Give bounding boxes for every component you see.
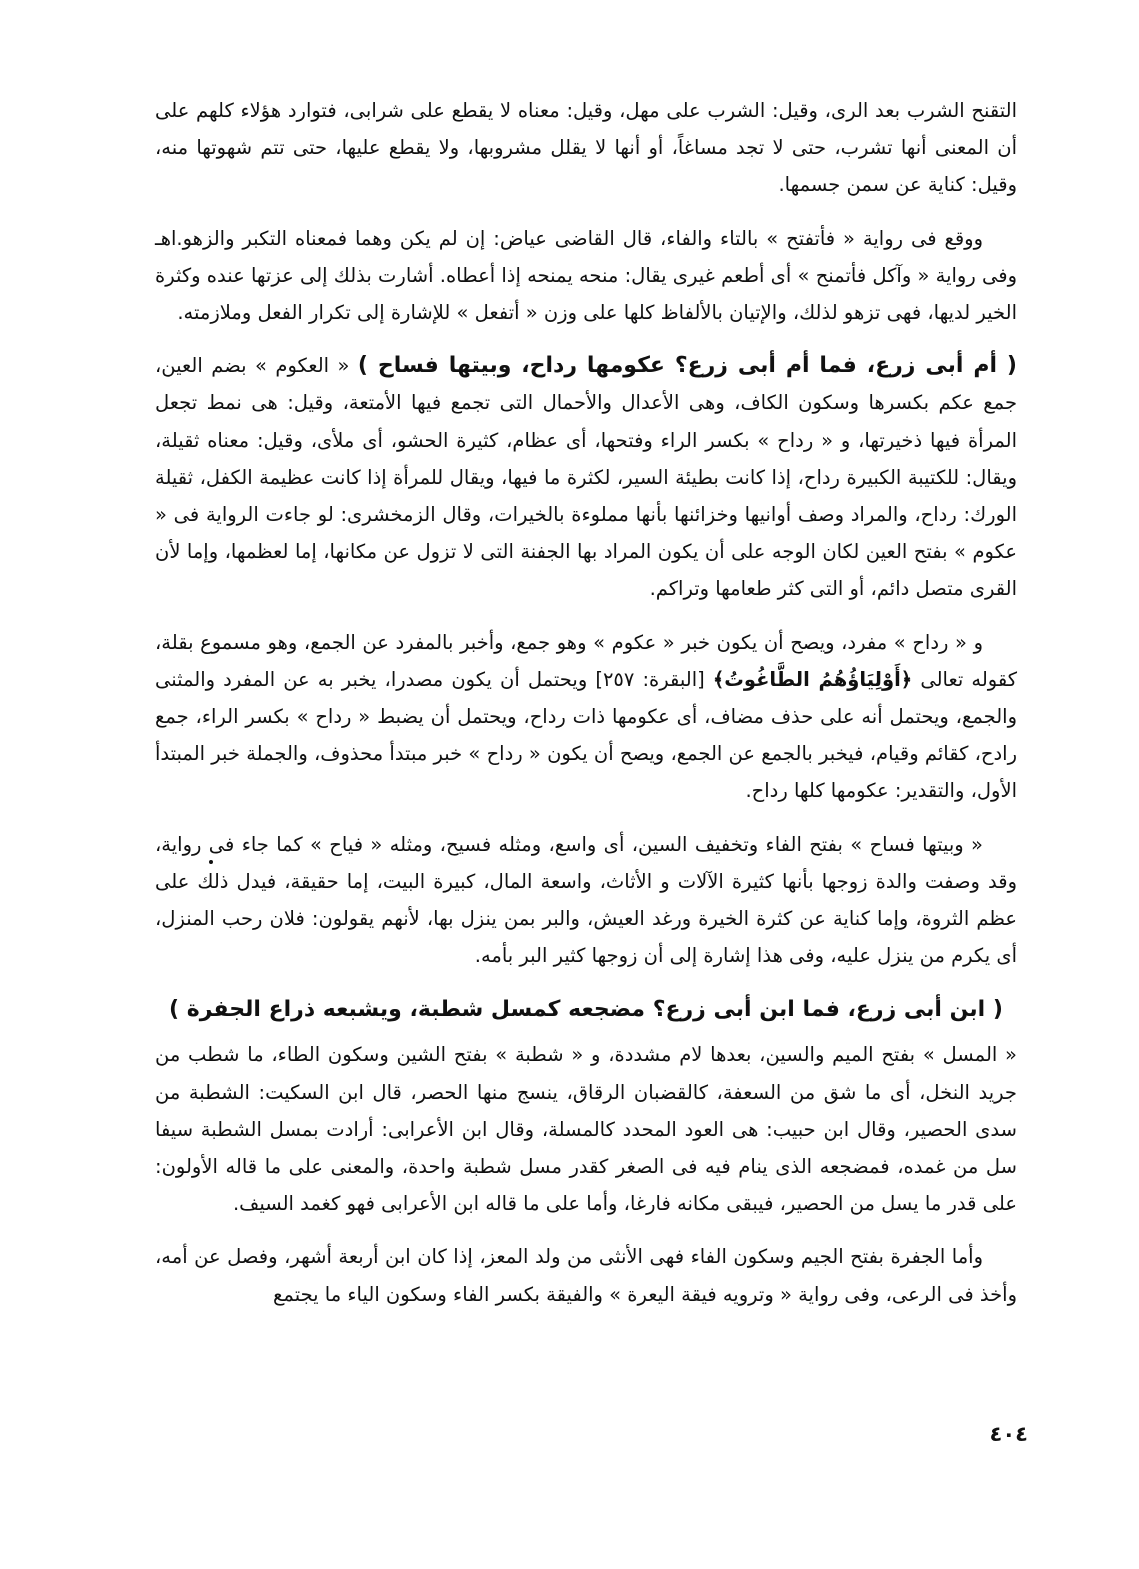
paragraph-7 (155, 1238, 1017, 1312)
quran-verse: ﴿أَوْلِيَاؤُهُمُ الطَّاغُوتُ﴾ (712, 667, 913, 691)
paragraph-2-text: ووقع فى رواية « فأتفتح » بالتاء والفاء، قال القاضى عياض: إن لم يكن وهما فمعناه التكبر والزهو.اهـ وفى رواية « وآكل فأتمنح » أى أطعم غيرى يقال: منحه يمنحه إذا أعطاه. أشارت بذلك إلى عزتها عنده وكثرة الخير لديها، فهى تزهو لذلك، والإتيان بالألفاظ كلها على وزن « أتفعل » للإشارة إلى تكرار الفعل وملازمته. (155, 226, 1017, 325)
paragraph-3-text: « العكوم » بضم العين، جمع عكم بكسرها وسكون الكاف، وهى الأعدال والأحمال التى تجمع فيها الأمتعة، وقيل: هى نمط تجعل المرأة فيها ذخيرتها، و « رداح » بكسر الراء وفتحها، أى عظام، كثيرة الحشو، أى ملأى، وقيل: معناه ثقيلة، ويقال: للكتيبة الكبيرة رداح، إذا كانت بطيئة السير، لكثرة ما فيها، ويقال للمرأة إذا كانت عظيمة الكفل، ثقيلة الورك: رداح، والمراد وصف أوانيها وخزائنها بأنها مملوءة بالخيرات، وقال الزمخشرى: لو جاءت الرواية فى « عكوم » بفتح العين لكان الوجه على أن يكون المراد بها الجفنة التى لا تزول عن مكانها، إما لعظمها، وإما لأن القرى متصل دائم، أو التى كثر طعامها وتراكم. (155, 354, 1017, 601)
paragraph-5 (155, 826, 1017, 975)
hadith-heading-ibn-abi-zar: ( ابن أبى زرع، فما ابن أبى زرع؟ مضجعه كمسل شطبة، ويشبعه ذراع الجفرة ) (169, 997, 1003, 1023)
paragraph-2 (155, 220, 1017, 332)
paragraph-4-text-b: [البقرة: ٢٥٧] ويحتمل أن يكون مصدرا، يخبر به عن المفرد والمثنى والجمع، ويحتمل أنه على حذف مضاف، أى عكومها ذات رداح، ويحتمل أن يضبط « رداح » بكسر الراء، جمع رادح، كقائم وقيام، فيخبر بالجمع عن الجمع، ويصح أن يكون « رداح » خبر مبتدأ محذوف، والجملة خبر المبتدأ الأول، والتقدير: عكومها كلها رداح. (155, 667, 1017, 803)
page-body (155, 92, 1017, 1329)
paragraph-5-text: « وبيتها فساح » بفتح الفاء وتخفيف السين، أى واسع، ومثله فسيح، ومثله « فياح » كما جاء فى رواية، وقد وصفت والدة زوجها بأنها كثيرة الآلات و الأثاث، واسعة المال، كبيرة البيت، إما حقيقة، فيدل ذلك على عظم الثروة، وإما كناية عن كثرة الخيرة ورغد العيش، والبر بمن ينزل بها، لأنهم يقولون: فلان رحب المنزل، أى يكرم من ينزل عليه، وفى هذا إشارة إلى أن زوجها كثير البر بأمه. (155, 832, 1017, 968)
paragraph-1-text: التقنح الشرب بعد الرى، وقيل: الشرب على مهل، وقيل: معناه لا يقطع على شرابى، فتوارد هؤلاء كلهم على أن المعنى أنها تشرب، حتى لا تجد مساغاً، أو أنها لا يقلل مشروبها، ولا يقطع عليها، حتى تتم شهوتها منه، وقيل: كناية عن سمن جسمها. (155, 99, 1017, 197)
paragraph-7-text: وأما الجفرة بفتح الجيم وسكون الفاء فهى الأنثى من ولد المعز، إذا كان ابن أربعة أشهر، وفصل عن أمه، وأخذ فى الرعى، وفى رواية « وترويه فيقة اليعرة » والفيقة بكسر الفاء وسكون الياء ما يجتمع (155, 1245, 1017, 1306)
paragraph-1 (155, 92, 1017, 204)
paragraph-6 (155, 1036, 1017, 1222)
paragraph-4-text-a: و « رداح » مفرد، ويصح أن يكون خبر « عكوم » وهو جمع، وأخبر بالمفرد عن الجمع، وهو مسموع بقلة، كقوله تعالى (155, 630, 1018, 691)
hadith-heading-umm-abi-zar: ( أم أبى زرع، فما أم أبى زرع؟ عكومها رداح، وبيتها فساح ) (357, 353, 1017, 379)
paragraph-3 (155, 347, 1017, 607)
paragraph-4 (155, 624, 1017, 810)
page-number: ٤٠٤ (989, 1422, 1028, 1446)
paragraph-6-text: « المسل » بفتح الميم والسين، بعدها لام مشددة، و « شطبة » بفتح الشين وسكون الطاء، ما شطب من جريد النخل، أى ما شق من السعفة، كالقضبان الرقاق، ينسج منها الحصر، قال ابن السكيت: الشطبة من سدى الحصير، وقال ابن حبيب: هى العود المحدد كالمسلة، وقال ابن الأعرابى: أرادت بمسل الشطبة سيفا سل من غمده، فمضجعه الذى ينام فيه فى الصغر كقدر مسل شطبة واحدة، والمعنى على ما قاله الأولون: على قدر ما يسل من الحصير، فيبقى مكانه فارغا، وأما على ما قاله ابن الأعرابى فهو كغمد السيف. (155, 1043, 1017, 1216)
stray-dot-mark (209, 860, 213, 864)
